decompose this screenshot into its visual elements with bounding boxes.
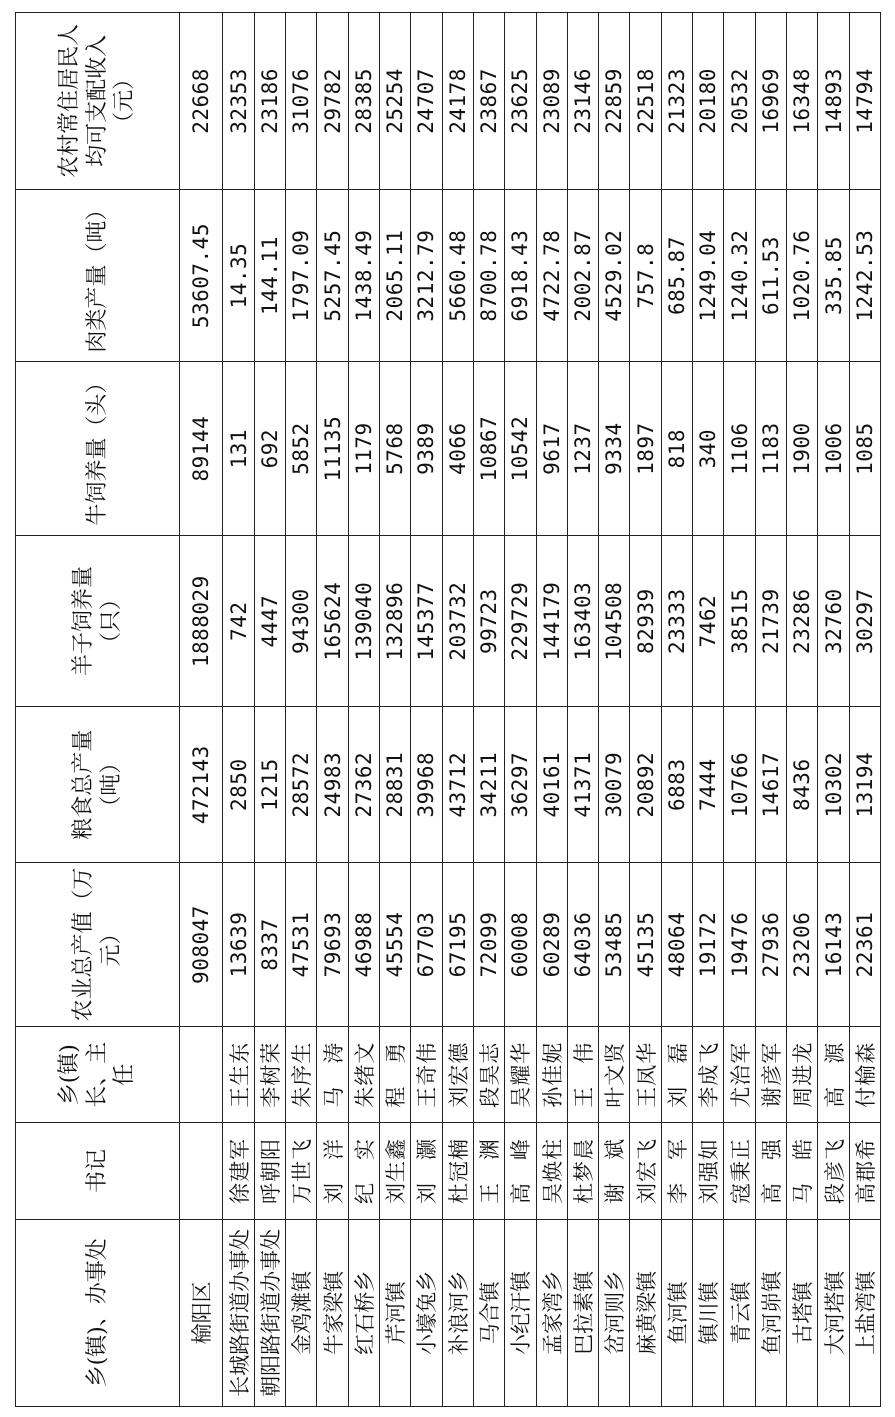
cell-cattle: 5852	[286, 362, 317, 536]
cell-sheep: 163403	[567, 535, 598, 706]
cell-town: 古塔镇	[787, 1219, 818, 1406]
cell-agri-output: 46988	[348, 862, 379, 1026]
cell-mayor: 叶文贤	[599, 1027, 630, 1123]
cell-secretary: 万世飞	[286, 1123, 317, 1219]
cell-meat: 14.35	[223, 189, 254, 362]
cell-grain: 10302	[818, 707, 849, 863]
cell-secretary: 李 军	[661, 1123, 692, 1219]
cell-mayor: 周进龙	[787, 1027, 818, 1123]
cell-town: 大河塔镇	[818, 1219, 849, 1406]
cell-sheep: 23286	[787, 535, 818, 706]
cell-cattle: 1085	[849, 362, 880, 536]
cell-agri-output: 53485	[599, 862, 630, 1026]
header-sheep: 羊子饲养量（只）	[16, 535, 180, 706]
cell-income: 16969	[755, 13, 786, 190]
header-mayor: 乡(镇)长、主任	[16, 1027, 180, 1123]
cell-income: 20532	[724, 13, 755, 190]
cell-town: 小壕兔乡	[411, 1219, 442, 1406]
cell-sheep: 21739	[755, 535, 786, 706]
cell-sheep: 742	[223, 535, 254, 706]
cell-agri-output: 60008	[505, 862, 536, 1026]
cell-income: 14893	[818, 13, 849, 190]
cell-mayor	[180, 1027, 223, 1123]
cell-income: 29782	[317, 13, 348, 190]
cell-cattle: 692	[254, 362, 285, 536]
cell-agri-output: 23206	[787, 862, 818, 1026]
cell-town: 鱼河峁镇	[755, 1219, 786, 1406]
cell-agri-output: 27936	[755, 862, 786, 1026]
table-row	[599, 13, 630, 1407]
cell-income: 23186	[254, 13, 285, 190]
cell-income: 20180	[693, 13, 724, 190]
cell-town: 鱼河镇	[661, 1219, 692, 1406]
table-row	[473, 13, 504, 1407]
cell-agri-output: 67195	[442, 862, 473, 1026]
cell-income: 23089	[536, 13, 567, 190]
cell-agri-output: 13639	[223, 862, 254, 1026]
cell-meat: 6918.43	[505, 189, 536, 362]
cell-sheep: 1888029	[180, 535, 223, 706]
cell-cattle: 4066	[442, 362, 473, 536]
cell-meat: 1240.32	[724, 189, 755, 362]
cell-sheep: 82939	[630, 535, 661, 706]
cell-agri-output: 47531	[286, 862, 317, 1026]
cell-agri-output: 48064	[661, 862, 692, 1026]
cell-agri-output: 72099	[473, 862, 504, 1026]
cell-agri-output: 64036	[567, 862, 598, 1026]
cell-sheep: 30297	[849, 535, 880, 706]
cell-meat: 1020.76	[787, 189, 818, 362]
cell-town: 朝阳路街道办事处	[254, 1219, 285, 1406]
header-cattle: 牛饲养量（头）	[16, 362, 180, 536]
cell-cattle: 11135	[317, 362, 348, 536]
cell-mayor: 刘宏德	[442, 1027, 473, 1123]
table-row	[442, 13, 473, 1407]
cell-town: 长城路街道办事处	[223, 1219, 254, 1406]
cell-grain: 20892	[630, 707, 661, 863]
cell-income: 16348	[787, 13, 818, 190]
cell-secretary: 刘 洋	[317, 1123, 348, 1219]
cell-sheep: 32760	[818, 535, 849, 706]
cell-grain: 1215	[254, 707, 285, 863]
cell-meat: 335.85	[818, 189, 849, 362]
cell-cattle: 10542	[505, 362, 536, 536]
cell-town: 麻黄梁镇	[630, 1219, 661, 1406]
cell-income: 28385	[348, 13, 379, 190]
cell-sheep: 145377	[411, 535, 442, 706]
cell-secretary: 刘强如	[693, 1123, 724, 1219]
cell-cattle: 9389	[411, 362, 442, 536]
cell-mayor: 王 伟	[567, 1027, 598, 1123]
cell-grain: 14617	[755, 707, 786, 863]
cell-mayor: 王奇伟	[411, 1027, 442, 1123]
cell-grain: 30079	[599, 707, 630, 863]
table-row	[755, 13, 786, 1407]
cell-town: 马合镇	[473, 1219, 504, 1406]
cell-meat: 53607.45	[180, 189, 223, 362]
cell-secretary: 刘 灏	[411, 1123, 442, 1219]
cell-grain: 28572	[286, 707, 317, 863]
table-row	[849, 13, 880, 1407]
cell-income: 21323	[661, 13, 692, 190]
cell-town: 红石桥乡	[348, 1219, 379, 1406]
table-row	[630, 13, 661, 1407]
table-row	[286, 13, 317, 1407]
cell-meat: 1797.09	[286, 189, 317, 362]
cell-agri-output: 908047	[180, 862, 223, 1026]
cell-secretary: 纪 实	[348, 1123, 379, 1219]
table-row	[348, 13, 379, 1407]
cell-cattle: 5768	[379, 362, 410, 536]
cell-secretary: 徐建军	[223, 1123, 254, 1219]
cell-income: 22668	[180, 13, 223, 190]
cell-mayor: 王生东	[223, 1027, 254, 1123]
cell-grain: 34211	[473, 707, 504, 863]
cell-mayor: 刘 磊	[661, 1027, 692, 1123]
cell-cattle: 340	[693, 362, 724, 536]
cell-agri-output: 19476	[724, 862, 755, 1026]
cell-sheep: 132896	[379, 535, 410, 706]
cell-grain: 41371	[567, 707, 598, 863]
cell-mayor: 程 勇	[379, 1027, 410, 1123]
cell-sheep: 23333	[661, 535, 692, 706]
cell-agri-output: 19172	[693, 862, 724, 1026]
cell-mayor: 尤治军	[724, 1027, 755, 1123]
cell-cattle: 1237	[567, 362, 598, 536]
cell-town: 小纪汗镇	[505, 1219, 536, 1406]
cell-secretary: 王 渊	[473, 1123, 504, 1219]
cell-secretary: 刘生鑫	[379, 1123, 410, 1219]
cell-meat: 3212.79	[411, 189, 442, 362]
cell-sheep: 104508	[599, 535, 630, 706]
cell-income: 25254	[379, 13, 410, 190]
cell-secretary: 杜梦晨	[567, 1123, 598, 1219]
cell-grain: 27362	[348, 707, 379, 863]
cell-secretary: 吴焕柱	[536, 1123, 567, 1219]
cell-meat: 685.87	[661, 189, 692, 362]
township-statistics-table	[15, 12, 881, 1407]
cell-town: 榆阳区	[180, 1219, 223, 1406]
table-row	[567, 13, 598, 1407]
cell-agri-output: 67703	[411, 862, 442, 1026]
table-row	[661, 13, 692, 1407]
table-row	[223, 13, 254, 1407]
cell-secretary: 段彦飞	[818, 1123, 849, 1219]
cell-grain: 2850	[223, 707, 254, 863]
cell-town: 镇川镇	[693, 1219, 724, 1406]
cell-meat: 2002.87	[567, 189, 598, 362]
table-row-total	[180, 13, 223, 1407]
cell-cattle: 9617	[536, 362, 567, 536]
cell-sheep: 229729	[505, 535, 536, 706]
cell-mayor: 王凤华	[630, 1027, 661, 1123]
cell-agri-output: 8337	[254, 862, 285, 1026]
cell-grain: 28831	[379, 707, 410, 863]
header-secretary: 书记	[16, 1123, 180, 1219]
cell-mayor: 付榆森	[849, 1027, 880, 1123]
header-town: 乡(镇)、办事处	[16, 1219, 180, 1406]
cell-sheep: 4447	[254, 535, 285, 706]
cell-secretary: 寇秉正	[724, 1123, 755, 1219]
table-body	[180, 13, 881, 1407]
table-row	[693, 13, 724, 1407]
cell-secretary: 呼朝阳	[254, 1123, 285, 1219]
cell-meat: 1438.49	[348, 189, 379, 362]
cell-income: 23625	[505, 13, 536, 190]
cell-income: 24178	[442, 13, 473, 190]
cell-mayor: 谢彦军	[755, 1027, 786, 1123]
cell-mayor: 李成飞	[693, 1027, 724, 1123]
cell-mayor: 朱序生	[286, 1027, 317, 1123]
cell-agri-output: 16143	[818, 862, 849, 1026]
cell-mayor: 马 涛	[317, 1027, 348, 1123]
cell-town: 上盐湾镇	[849, 1219, 880, 1406]
cell-town: 牛家梁镇	[317, 1219, 348, 1406]
cell-mayor: 李树荣	[254, 1027, 285, 1123]
cell-income: 22859	[599, 13, 630, 190]
cell-town: 青云镇	[724, 1219, 755, 1406]
cell-grain: 13194	[849, 707, 880, 863]
cell-town: 孟家湾乡	[536, 1219, 567, 1406]
cell-mayor: 朱绪文	[348, 1027, 379, 1123]
cell-meat: 5257.45	[317, 189, 348, 362]
table-row	[818, 13, 849, 1407]
header-agri-output: 农业总产值（万元）	[16, 862, 180, 1026]
cell-income: 23146	[567, 13, 598, 190]
cell-grain: 7444	[693, 707, 724, 863]
cell-meat: 5660.48	[442, 189, 473, 362]
cell-grain: 6883	[661, 707, 692, 863]
cell-cattle: 10867	[473, 362, 504, 536]
cell-secretary: 高 强	[755, 1123, 786, 1219]
rotated-table-wrapper	[15, 12, 881, 1407]
cell-sheep: 165624	[317, 535, 348, 706]
cell-cattle: 89144	[180, 362, 223, 536]
cell-secretary: 高郡希	[849, 1123, 880, 1219]
cell-meat: 4529.02	[599, 189, 630, 362]
header-meat: 肉类产量（吨）	[16, 189, 180, 362]
cell-sheep: 7462	[693, 535, 724, 706]
cell-grain: 36297	[505, 707, 536, 863]
cell-cattle: 818	[661, 362, 692, 536]
cell-town: 补浪河乡	[442, 1219, 473, 1406]
cell-meat: 4722.78	[536, 189, 567, 362]
cell-secretary: 杜冠楠	[442, 1123, 473, 1219]
cell-cattle: 1900	[787, 362, 818, 536]
cell-agri-output: 45135	[630, 862, 661, 1026]
cell-income: 32353	[223, 13, 254, 190]
table-row	[254, 13, 285, 1407]
cell-cattle: 1897	[630, 362, 661, 536]
cell-meat: 8700.78	[473, 189, 504, 362]
cell-income: 24707	[411, 13, 442, 190]
cell-grain: 10766	[724, 707, 755, 863]
table-row	[379, 13, 410, 1407]
cell-income: 14794	[849, 13, 880, 190]
cell-income: 23867	[473, 13, 504, 190]
table-row	[317, 13, 348, 1407]
cell-secretary: 刘宏飞	[630, 1123, 661, 1219]
table-header-row	[16, 13, 180, 1407]
cell-grain: 24983	[317, 707, 348, 863]
table-row	[724, 13, 755, 1407]
cell-agri-output: 60289	[536, 862, 567, 1026]
cell-secretary	[180, 1123, 223, 1219]
cell-town: 岔河则乡	[599, 1219, 630, 1406]
cell-secretary: 马 皓	[787, 1123, 818, 1219]
cell-sheep: 139040	[348, 535, 379, 706]
cell-sheep: 99723	[473, 535, 504, 706]
cell-town: 芹河镇	[379, 1219, 410, 1406]
cell-agri-output: 79693	[317, 862, 348, 1026]
cell-mayor: 段昊志	[473, 1027, 504, 1123]
cell-grain: 39968	[411, 707, 442, 863]
header-grain: 粮食总产量（吨）	[16, 707, 180, 863]
cell-income: 31076	[286, 13, 317, 190]
cell-sheep: 38515	[724, 535, 755, 706]
cell-agri-output: 22361	[849, 862, 880, 1026]
cell-sheep: 94300	[286, 535, 317, 706]
cell-sheep: 144179	[536, 535, 567, 706]
cell-meat: 2065.11	[379, 189, 410, 362]
cell-sheep: 203732	[442, 535, 473, 706]
cell-cattle: 131	[223, 362, 254, 536]
cell-mayor: 孙佳妮	[536, 1027, 567, 1123]
cell-mayor: 高 源	[818, 1027, 849, 1123]
cell-grain: 8436	[787, 707, 818, 863]
cell-secretary: 谢 斌	[599, 1123, 630, 1219]
table-row	[411, 13, 442, 1407]
cell-cattle: 9334	[599, 362, 630, 536]
cell-cattle: 1183	[755, 362, 786, 536]
cell-agri-output: 45554	[379, 862, 410, 1026]
cell-cattle: 1106	[724, 362, 755, 536]
cell-town: 巴拉素镇	[567, 1219, 598, 1406]
cell-grain: 43712	[442, 707, 473, 863]
cell-cattle: 1179	[348, 362, 379, 536]
cell-cattle: 1006	[818, 362, 849, 536]
cell-income: 22518	[630, 13, 661, 190]
cell-meat: 757.8	[630, 189, 661, 362]
cell-meat: 1242.53	[849, 189, 880, 362]
cell-grain: 472143	[180, 707, 223, 863]
table-row	[505, 13, 536, 1407]
cell-secretary: 高 峰	[505, 1123, 536, 1219]
table-row	[536, 13, 567, 1407]
header-income: 农村常住居民人均可支配收入（元）	[16, 13, 180, 190]
cell-town: 金鸡滩镇	[286, 1219, 317, 1406]
cell-grain: 40161	[536, 707, 567, 863]
cell-meat: 611.53	[755, 189, 786, 362]
table-row	[787, 13, 818, 1407]
cell-meat: 144.11	[254, 189, 285, 362]
cell-meat: 1249.04	[693, 189, 724, 362]
cell-mayor: 吴耀华	[505, 1027, 536, 1123]
